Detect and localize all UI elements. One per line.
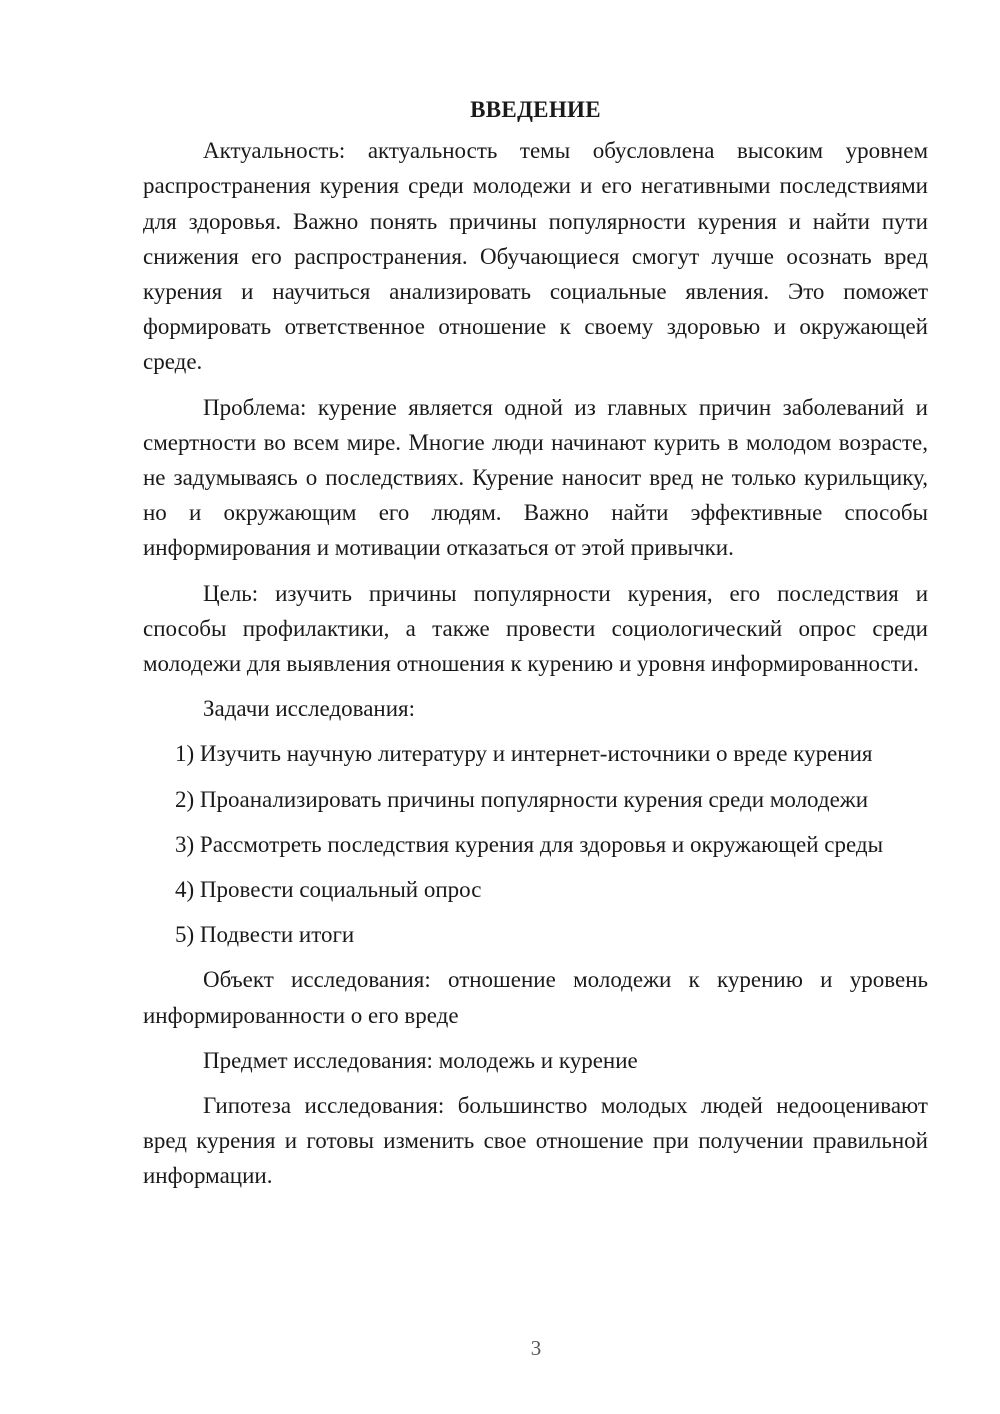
paragraph-hypothesis: Гипотеза исследования: большинство молодых людей недооценивают вред курения и готовы изменить свое отношение при получении правильной информации. <box>143 1093 928 1189</box>
paragraph-relevance: Актуальность: актуальность темы обусловлена высоким уровнем распространения курения среди молодежи и его негативными последствиями для здоровья. Важно понять причины популярности курения и найти пути снижения его распространения. Обучающиеся смогут лучше осознать вред курения и научиться анализировать социальные явления. Это поможет формировать ответственное отношение к своему здоровью и окружающей среде. <box>143 138 928 375</box>
task-item-2: 2) Проанализировать причины популярности курения среди молодежи <box>175 786 869 812</box>
tasks-heading: Задачи исследования: <box>203 696 416 722</box>
paragraph-subject: Предмет исследования: молодежь и курение <box>203 1047 638 1073</box>
task-item-1: 1) Изучить научную литературу и интернет-источники о вреде курения <box>175 741 873 767</box>
paragraph-problem: Проблема: курение является одной из главных причин заболеваний и смертности во всем мире. Многие люди начинают курить в молодом возрасте, не задумываясь о последствиях. Курение наносит вред не только курильщику, но и окружающим его людям. Важно найти эффективные способы информирования и мотивации отказаться от этой привычки. <box>143 394 928 561</box>
section-title: ВВЕДЕНИЕ <box>470 97 601 122</box>
task-item-4: 4) Провести социальный опрос <box>175 877 482 903</box>
task-item-3: 3) Рассмотреть последствия курения для здоровья и окружающей среды <box>175 831 884 857</box>
task-item-5: 5) Подвести итоги <box>175 922 355 948</box>
paragraph-goal: Цель: изучить причины популярности курения, его последствия и способы профилактики, а также провести социологический опрос среди молодежи для выявления отношения к курению и уровня информированности. <box>143 580 928 677</box>
page-number: 3 <box>530 1336 542 1360</box>
page-content <box>143 92 928 1204</box>
paragraph-object: Объект исследования: отношение молодежи к курению и уровень информированности о его вреде <box>143 967 928 1028</box>
